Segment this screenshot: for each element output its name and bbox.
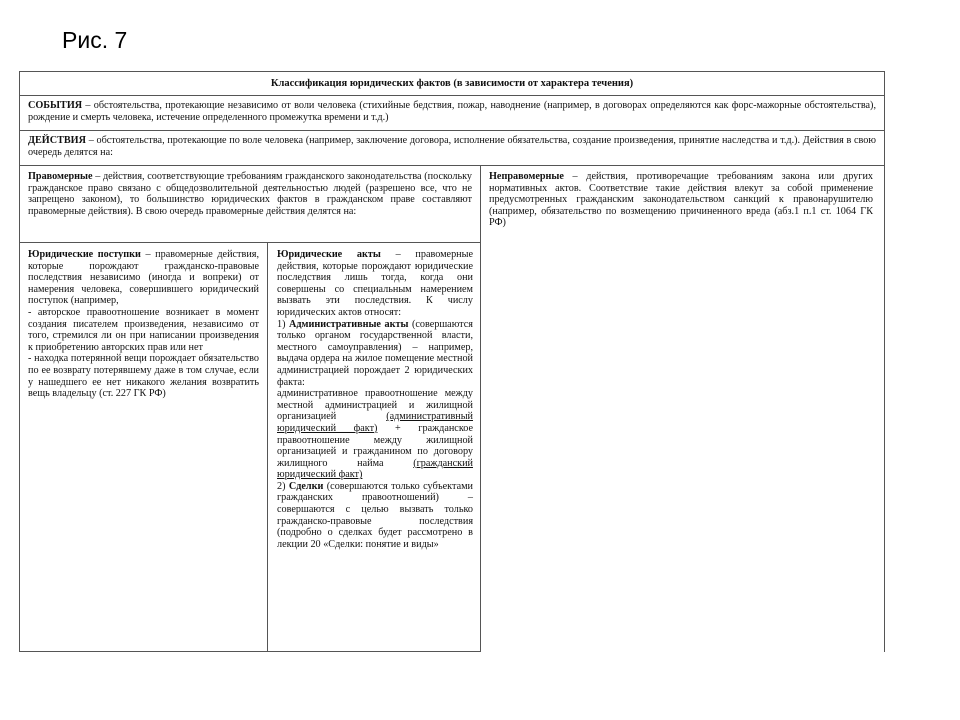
legal-deeds-text: – правомерные действия, которые порождают гражданско-правовые последствия независимо (иногда и вопреки) от намерения человека, совершившего юридический поступок (например, — [28, 249, 259, 307]
unlawful-term: Неправомерные — [489, 171, 564, 182]
column-divider-sub — [267, 242, 268, 652]
deals-term: Сделки — [288, 480, 324, 492]
legal-acts-term: Юридические акты — [277, 249, 381, 260]
unlawful-text: – действия, противоречащие требованиям закона или других нормативных актов. Соответствие такие действия влекут за собой применение предусмотренных гражданским законодательством санкций к правонарушителю (например, обязательство по возмещению причиненного вреда (абз.1 п.1 ст. 1064 ГК РФ) — [489, 171, 873, 229]
row-divider-title — [19, 95, 885, 96]
legal-deeds-cell — [28, 249, 259, 400]
events-cell — [28, 100, 876, 123]
row-divider-lawful — [19, 242, 480, 243]
deals-text: (совершаются только субъектами гражданских правоотношений) – совершаются с целью вызвать только гражданско-правовые последствия (подробно о сделках будет рассмотрено в лекции 20 «Сделки: понятие и виды» — [277, 480, 473, 550]
table-border-right — [884, 71, 885, 652]
column-divider-main — [480, 165, 481, 652]
admin-legal-fact: (административный юридический факт) — [277, 411, 473, 434]
admin-acts-term: Административные акты — [289, 318, 409, 330]
events-text: – обстоятельства, протекающие независимо от воли человека (стихийные бедствия, пожар, наводнение (например, в договорах определяются как форс-мажорные обстоятельства), рождение и смерть человека, истечение определенного промежутка времени и т.д.) — [28, 100, 876, 123]
admin-acts-detail-b: + гражданское правоотношение между жилищной организацией и гражданином по договору жилищного найма — [277, 422, 473, 469]
admin-acts-text: (совершаются только органом государственной власти, местного самоуправления) – например, выдача ордера на жилое помещение местной администрацией порождает 2 юридических факта: — [277, 318, 473, 388]
row-divider-actions — [19, 165, 885, 166]
legal-acts-cell — [277, 249, 473, 550]
legal-deeds-example-2: - находка потерянной вещи порождает обязательство по ее возврату потерявшему даже в том случае, если у нашедшего ее нет никакого желания возвратить вещь владельцу (ст. 227 ГК РФ) — [28, 353, 259, 400]
actions-term: ДЕЙСТВИЯ — [28, 135, 86, 146]
admin-acts-number: 1) — [277, 318, 290, 330]
lawful-text: – действия, соответствующие требованиям гражданского законодательства (поскольку гражданское право связано с общедозволительной деятельностью людей (разрешено все, что не запрещено законом), то большинство юридических фактов в гражданском праве составляют правомерные действия). В свою очередь правомерные действия делятся на: — [28, 171, 472, 217]
table-border-left — [19, 71, 20, 652]
legal-deeds-term: Юридические поступки — [28, 249, 141, 260]
deals-number: 2) — [277, 480, 289, 492]
events-term: СОБЫТИЯ — [28, 100, 83, 111]
admin-acts-detail-a: административное правоотношение между местной администрацией и жилищной организацией — [277, 388, 473, 423]
actions-cell — [28, 135, 876, 158]
unlawful-cell — [489, 171, 873, 229]
table-border-top — [19, 71, 885, 72]
table-title: Классификация юридических фактов (в зависимости от характера течения) — [270, 78, 634, 89]
actions-text: – обстоятельства, протекающие по воле человека (например, заключение договора, исполнение обязательства, создание произведения, принятие наследства и т.д.). Действия в свою очередь делятся на: — [28, 135, 876, 158]
lawful-term: Правомерные — [28, 171, 93, 182]
table-border-bottom — [19, 651, 481, 652]
row-divider-events — [19, 130, 885, 131]
civil-legal-fact: (гражданский юридический факт) — [277, 457, 473, 481]
legal-deeds-example-1: - авторское правоотношение возникает в момент создания писателем произведения, независимо от того, стремился ли он при написании произведения к приобретению авторских прав или нет — [28, 306, 259, 353]
classification-table — [19, 71, 885, 652]
legal-acts-text: – правомерные действия, которые порождают юридические последствия лишь тогда, когда они совершены со специальным намерением вызвать эти последствия. К числу юридических актов относят: — [277, 249, 473, 318]
figure-label: Рис. 7 — [62, 27, 128, 53]
lawful-cell — [28, 171, 472, 217]
